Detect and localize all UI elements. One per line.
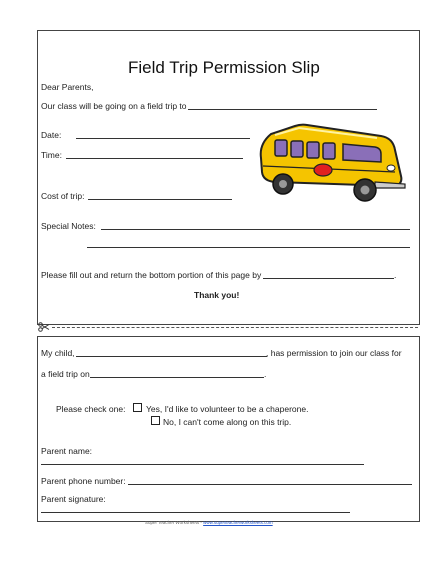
parent-signature-label: Parent signature: xyxy=(41,494,106,504)
return-date-line[interactable] xyxy=(263,278,394,279)
decline-option-label: No, I can't come along on this trip. xyxy=(163,417,292,427)
cost-line[interactable] xyxy=(88,199,232,200)
child-label: My child, xyxy=(41,348,75,358)
trip-on-period: . xyxy=(264,369,267,379)
volunteer-option-label: Yes, I'd like to volunteer to be a chaperone. xyxy=(146,404,309,414)
volunteer-checkbox[interactable] xyxy=(133,403,142,412)
decline-checkbox[interactable] xyxy=(151,416,160,425)
greeting-text: Dear Parents, xyxy=(41,82,94,92)
child-name-line[interactable] xyxy=(76,356,267,357)
parent-phone-line[interactable] xyxy=(128,484,412,485)
parent-signature-line[interactable] xyxy=(41,512,350,513)
parent-phone-label: Parent phone number: xyxy=(41,476,126,486)
cost-label: Cost of trip: xyxy=(41,191,85,201)
date-line[interactable] xyxy=(76,138,250,139)
thank-you-text: Thank you! xyxy=(194,290,240,300)
parent-name-label: Parent name: xyxy=(41,446,93,456)
notes-line-1[interactable] xyxy=(101,229,410,230)
trip-on-label: a field trip on xyxy=(41,369,90,379)
parent-name-line[interactable] xyxy=(41,464,364,465)
cut-line xyxy=(52,327,418,328)
return-period: . xyxy=(394,270,397,280)
time-label: Time: xyxy=(41,150,62,160)
page-title: Field Trip Permission Slip xyxy=(128,58,320,77)
footer-credit xyxy=(145,520,273,525)
date-label: Date: xyxy=(41,130,62,140)
destination-line[interactable] xyxy=(188,109,377,110)
check-one-label: Please check one: xyxy=(56,404,126,414)
footer-link[interactable]: www.superteacherworksheets.com xyxy=(203,520,273,525)
class-trip-label: Our class will be going on a field trip to xyxy=(41,101,187,111)
permission-label: , has permission to join our class for xyxy=(266,348,402,358)
time-line[interactable] xyxy=(66,158,243,159)
footer-text: Super Teacher Worksheets - xyxy=(145,520,204,525)
trip-date-line[interactable] xyxy=(90,377,264,378)
notes-line-2[interactable] xyxy=(87,247,410,248)
return-label: Please fill out and return the bottom portion of this page by xyxy=(41,270,262,280)
scissors-icon xyxy=(38,322,50,332)
school-bus-icon xyxy=(255,118,407,210)
notes-label: Special Notes: xyxy=(41,221,96,231)
